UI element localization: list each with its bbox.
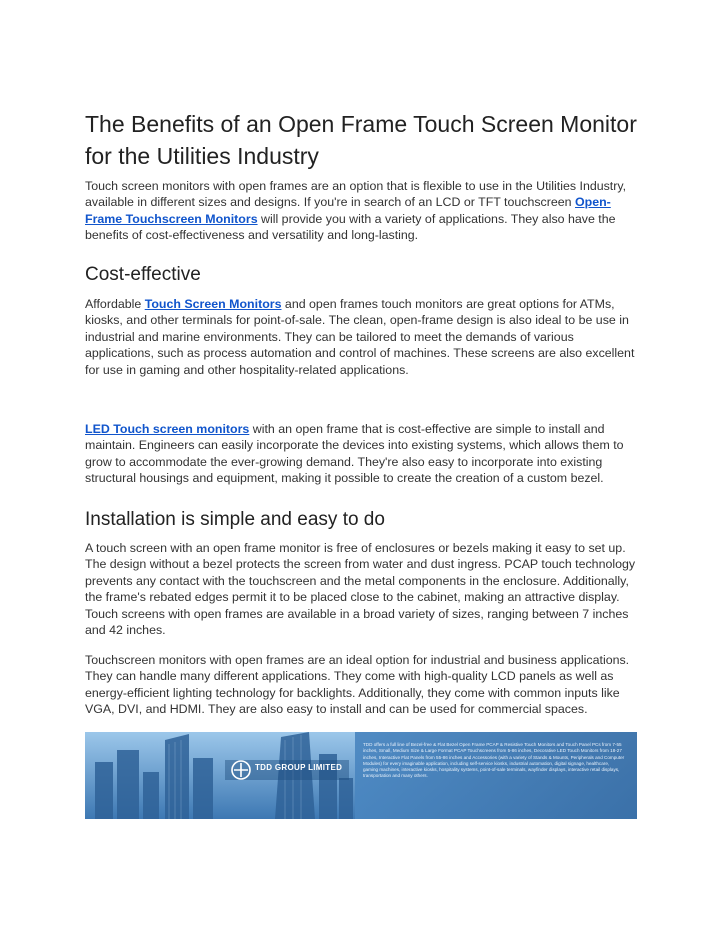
intro-text: Touch screen monitors with open frames are an option that is flexible to use in the Utilities Industry, available in different sizes and designs. If you're in search of an LCD or TFT touchscreen: [85, 179, 627, 210]
touch-screen-monitors-link[interactable]: Touch Screen Monitors: [144, 297, 282, 311]
section-heading-installation: Installation is simple and easy to do: [85, 509, 385, 530]
installation-paragraph-1: A touch screen with an open frame monitor is free of enclosures or bezels making it easy to set up. The design without a bezel protects the screen from water and dust ingress. PCAP touch technology prevents any contact with the touchscreen and the metal components in the enclosure. Additionally, the frame's rebated edges permit it to be placed close to the cabinet, making an attractive display. Touch screens with open frames are available in a broad variety of sizes, ranging between 7 inches and 42 inches.: [85, 541, 636, 638]
paragraph-text-continued: and open frames touch monitors are great options for ATMs, kiosks, and other terminals for point-of-sale. The clean, open-frame design is also ideal to be use in industrial and marine environments. They can be tailored to meet the demands of various applications, such as process automation and control of machines. These screens are also excellent for use in gaming and other hospitality-related applications.: [85, 297, 635, 377]
tdd-logo-mark: [232, 761, 250, 779]
intro-text-continued: will provide you with a variety of applications. They also have the benefits of cost-effectiveness and versatility and long-lasting.: [85, 211, 616, 243]
banner-description: TDD offers a full line of Bezel-free & Flat Bezel Open Frame PCAP & Resistive Touch Monitors and Touch Panel PCs from 7-55 inches, Small, Medium Size & Large Format PCAP Touchscreens from 5-86 inches, Decorative LED Touch Monitors from 18-27 inches, Interactive Flat Panels from 55-86 inches and Accessories (with a variety of Stands & Mounts, Peripherals and Computer Modules) for every imaginable application, including self-service kiosks, industrial automation, digital signage, healthcare, gaming machines, interactive kiosks, hospitality systems, point-of-sale terminals, wayfinder displays, interactive retail displays, transportation and many others.: [363, 742, 625, 779]
tdd-banner-image: [85, 732, 637, 819]
section-heading-cost-effective: Cost-effective: [85, 264, 201, 285]
open-frame-touchscreen-monitors-link[interactable]: Open-Frame Touchscreen Monitors: [85, 195, 611, 226]
banner-logo-text: TDD GROUP LIMITED: [255, 763, 343, 772]
paragraph-text-continued: with an open frame that is cost-effective are simple to install and maintain. Engineers can easily incorporate the devices into existing systems, which allows them to grow to accommodate the ever-growing demand. They're also easy to incorporate into existing structural housings and equipment, making it possible to create the creation of a custom bezel.: [85, 422, 624, 486]
cost-effective-paragraph-1: [85, 296, 637, 378]
led-touch-screen-monitors-link[interactable]: LED Touch screen monitors: [85, 422, 250, 436]
intro-paragraph: [85, 178, 637, 244]
paragraph-text: Affordable: [85, 297, 145, 311]
page-title: The Benefits of an Open Frame Touch Screen Monitor for the Utilities Industry: [85, 111, 637, 169]
installation-paragraph-2: Touchscreen monitors with open frames are an ideal option for industrial and business applications. They can handle many different applications. They come with high-quality LCD panels as well as energy-efficient lighting technology for backlights. Additionally, they come with common inputs like VGA, DVI, and HDMI. They are also easy to install and can be used for commercial spaces.: [85, 653, 630, 717]
cost-effective-paragraph-2: [85, 421, 637, 487]
